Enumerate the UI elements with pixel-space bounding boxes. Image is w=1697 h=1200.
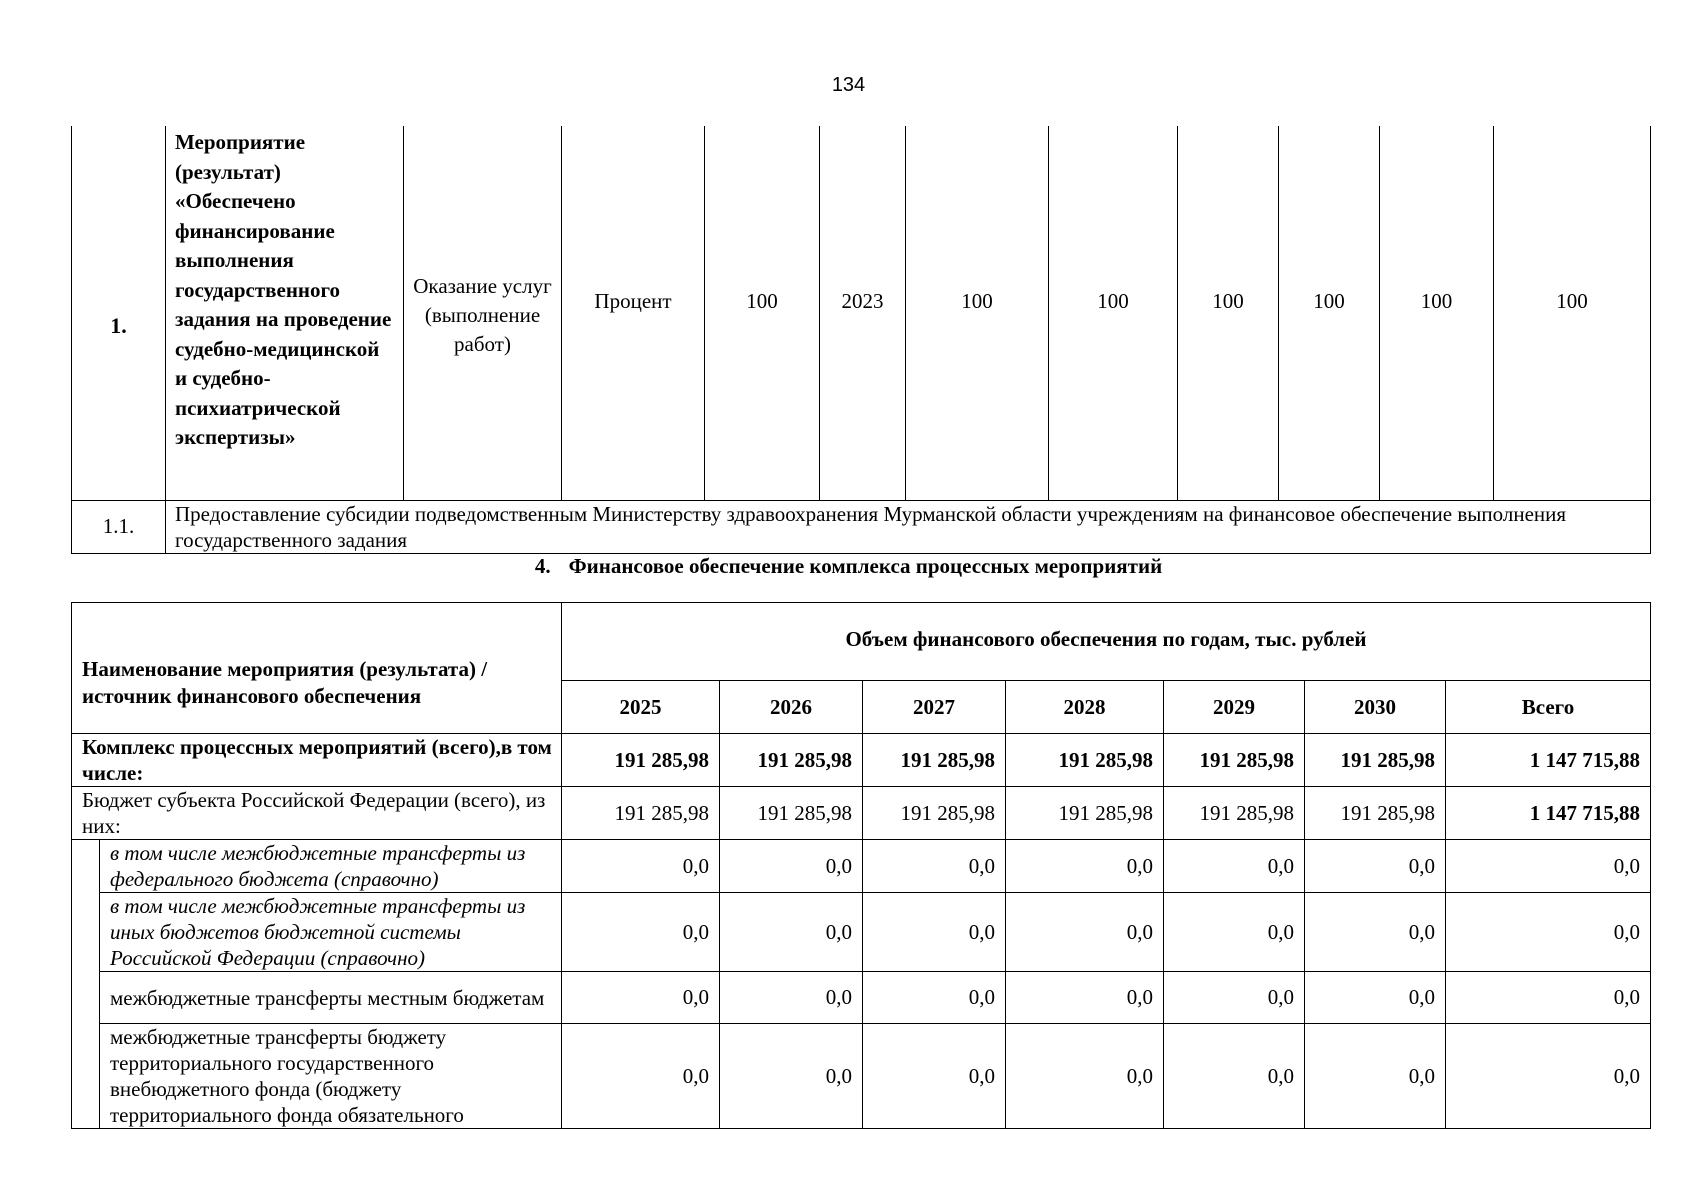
indent-cell <box>72 972 100 1024</box>
cell-value: 0,0 <box>1305 893 1446 972</box>
cell-value: 0,0 <box>1164 972 1305 1024</box>
cell-value: 0,0 <box>562 972 720 1024</box>
cell-value: 0,0 <box>562 1024 720 1129</box>
finance-row-budget <box>72 787 1651 840</box>
cell-value: 0,0 <box>1006 893 1164 972</box>
section-title <box>0 554 1697 579</box>
cell-value: 191 285,98 <box>562 787 720 840</box>
finance-row-local <box>72 972 1651 1024</box>
cell-value: 0,0 <box>1006 972 1164 1024</box>
cell-value: 0,0 <box>1006 840 1164 893</box>
finance-row-fund <box>72 1024 1651 1129</box>
year-header: 2027 <box>863 681 1006 734</box>
event-value-2: 100 <box>1049 126 1178 500</box>
cell-value: 0,0 <box>720 893 863 972</box>
event-value-5: 100 <box>1380 126 1494 500</box>
indent-cell <box>72 893 100 972</box>
cell-value: 191 285,98 <box>863 787 1006 840</box>
row-label: в том числе межбюджетные трансферты из федерального бюджета (справочно) <box>100 840 562 893</box>
finance-row-other-budgets <box>72 893 1651 972</box>
row-label: Комплекс процессных мероприятий (всего),в том числе: <box>72 734 562 787</box>
finance-row-federal <box>72 840 1651 893</box>
section-number: 4. <box>534 554 551 578</box>
event-sub-row <box>72 500 1651 553</box>
row-label: Бюджет субъекта Российской Федерации (всего), из них: <box>72 787 562 840</box>
cell-value: 191 285,98 <box>562 734 720 787</box>
cell-value: 0,0 <box>1164 840 1305 893</box>
cell-value: 191 285,98 <box>720 734 863 787</box>
cell-value: 0,0 <box>863 840 1006 893</box>
cell-total: 0,0 <box>1446 1024 1651 1129</box>
cell-value: 0,0 <box>1305 840 1446 893</box>
event-row <box>72 126 1651 500</box>
cell-value: 0,0 <box>1164 1024 1305 1129</box>
year-header: 2030 <box>1305 681 1446 734</box>
finance-header-volume: Объем финансового обеспечения по годам, тыс. рублей <box>562 603 1651 681</box>
event-number: 1. <box>72 126 166 500</box>
indent-cell <box>72 840 100 893</box>
cell-value: 191 285,98 <box>1006 734 1164 787</box>
cell-value: 0,0 <box>1006 1024 1164 1129</box>
event-type: Оказание услуг (выполнение работ) <box>404 126 562 500</box>
cell-value: 191 285,98 <box>1006 787 1164 840</box>
cell-value: 0,0 <box>720 840 863 893</box>
year-header: 2026 <box>720 681 863 734</box>
row-label: межбюджетные трансферты местным бюджетам <box>100 972 562 1024</box>
event-value-6: 100 <box>1494 126 1651 500</box>
cell-value: 0,0 <box>863 893 1006 972</box>
cell-value: 191 285,98 <box>1164 787 1305 840</box>
section-title-text: Финансовое обеспечение комплекса процессных мероприятий <box>568 554 1163 578</box>
total-header: Всего <box>1446 681 1651 734</box>
finance-table <box>71 602 1651 1129</box>
cell-value: 0,0 <box>720 1024 863 1129</box>
cell-value: 0,0 <box>1305 972 1446 1024</box>
cell-total: 0,0 <box>1446 972 1651 1024</box>
event-unit: Процент <box>562 126 705 500</box>
cell-total: 0,0 <box>1446 840 1651 893</box>
event-base-year: 2023 <box>820 126 906 500</box>
cell-value: 0,0 <box>1164 893 1305 972</box>
cell-total: 1 147 715,88 <box>1446 787 1651 840</box>
page-number: 134 <box>831 74 866 96</box>
year-header: 2028 <box>1006 681 1164 734</box>
cell-total: 1 147 715,88 <box>1446 734 1651 787</box>
cell-value: 191 285,98 <box>1164 734 1305 787</box>
cell-value: 0,0 <box>720 972 863 1024</box>
finance-row-total <box>72 734 1651 787</box>
cell-value: 191 285,98 <box>1305 787 1446 840</box>
event-table <box>71 126 1651 554</box>
cell-value: 0,0 <box>562 893 720 972</box>
cell-value: 191 285,98 <box>1305 734 1446 787</box>
event-base-value: 100 <box>705 126 820 500</box>
cell-value: 0,0 <box>863 972 1006 1024</box>
event-sub-text: Предоставление субсидии подведомственным Министерству здравоохранения Мурманской области учреждениям на финансовое обеспечение выполнения государственного задания <box>166 500 1651 553</box>
year-header: 2025 <box>562 681 720 734</box>
event-value-4: 100 <box>1279 126 1380 500</box>
finance-header-row <box>72 603 1651 681</box>
cell-total: 0,0 <box>1446 893 1651 972</box>
cell-value: 0,0 <box>562 840 720 893</box>
row-label: межбюджетные трансферты бюджету территориального государственного внебюджетного фонда (бюджету территориального фонда обязательного <box>100 1024 562 1129</box>
event-name: Мероприятие (результат) «Обеспечено финансирование выполнения государственного задания на проведение судебно-медицинской и судебно-психиатрической экспертизы» <box>166 126 404 500</box>
row-label: в том числе межбюджетные трансферты из иных бюджетов бюджетной системы Российской Федерации (справочно) <box>100 893 562 972</box>
event-sub-number: 1.1. <box>72 500 166 553</box>
indent-cell <box>72 1024 100 1129</box>
cell-value: 0,0 <box>863 1024 1006 1129</box>
finance-header-name: Наименование мероприятия (результата) /источник финансового обеспечения <box>72 603 562 734</box>
event-value-3: 100 <box>1178 126 1279 500</box>
cell-value: 191 285,98 <box>720 787 863 840</box>
cell-value: 0,0 <box>1305 1024 1446 1129</box>
event-value-1: 100 <box>906 126 1049 500</box>
cell-value: 191 285,98 <box>863 734 1006 787</box>
year-header: 2029 <box>1164 681 1305 734</box>
